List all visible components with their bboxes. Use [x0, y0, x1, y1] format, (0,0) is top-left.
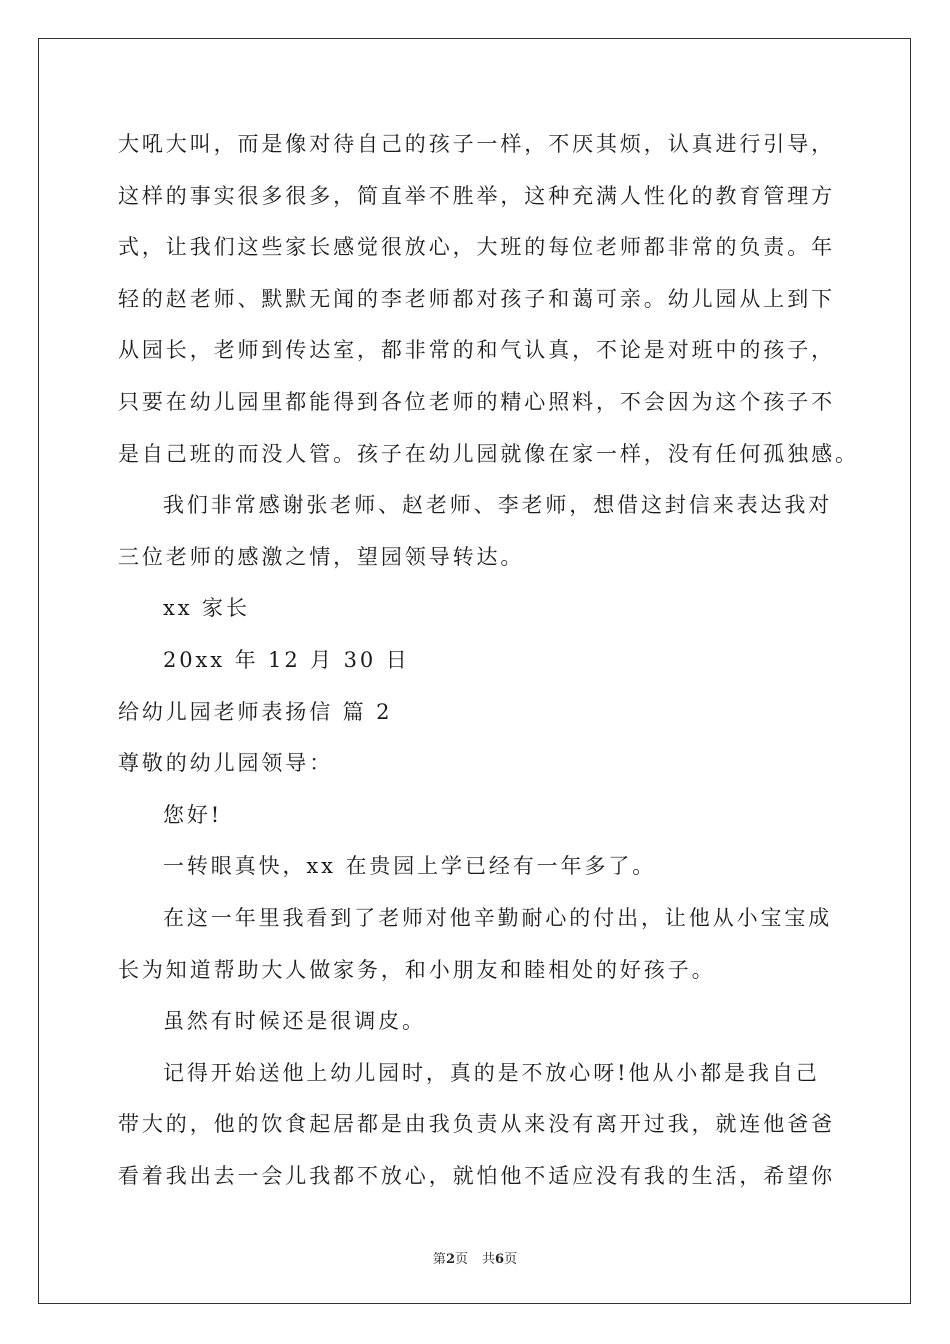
paragraph-line: 只要在幼儿园里都能得到各位老师的精心照料，不会因为这个孩子不: [118, 389, 835, 414]
paragraph-line: 在这一年里我看到了老师对他辛勤耐心的付出，让他从小宝宝成: [163, 905, 833, 930]
paragraph-line: 看着我出去一会儿我都不放心，就怕他不适应没有我的生活，希望你: [118, 1163, 835, 1188]
total-prefix: 共: [482, 1252, 496, 1267]
paragraph-line: 记得开始送他上幼儿园时，真的是不放心呀!他从小都是我自己: [163, 1060, 820, 1085]
paragraph-line: 式，让我们这些家长感觉很放心，大班的每位老师都非常的负责。年: [118, 235, 835, 260]
page-total: 6: [495, 1252, 505, 1267]
total-unit: 页: [504, 1252, 518, 1267]
paragraph-line: 这样的事实很多很多，简直举不胜举，这种充满人性化的教育管理方: [118, 183, 835, 208]
paragraph-line: 虽然有时候还是很调皮。: [163, 1009, 426, 1034]
section-title: 给幼儿园老师表扬信 篇 2: [118, 699, 393, 724]
page-prefix: 第: [432, 1252, 446, 1267]
document-body: [118, 119, 858, 1202]
paragraph-line: 是自己班的而没人管。孩子在幼儿园就像在家一样，没有任何孤独感。: [118, 441, 859, 466]
paragraph-line: 带大的，他的饮食起居都是由我负责从来没有离开过我，就连他爸爸: [118, 1112, 835, 1137]
date-line: 20xx 年 12 月 30 日: [163, 647, 410, 672]
paragraph-line: 一转眼真快，xx 在贵园上学已经有一年多了。: [163, 854, 657, 879]
signature: xx 家长: [163, 596, 250, 621]
paragraph-line: 三位老师的感激之情，望园领导转达。: [118, 544, 525, 569]
page-current: 2: [445, 1252, 455, 1267]
paragraph-line: 从园长，老师到传达室，都非常的和气认真，不论是对班中的孩子，: [118, 338, 835, 363]
page-footer: [0, 1248, 950, 1267]
paragraph-line: 长为知道帮助大人做家务，和小朋友和睦相处的好孩子。: [118, 957, 716, 982]
paragraph-line: 大吼大叫，而是像对待自己的孩子一样，不厌其烦，认真进行引导，: [118, 132, 835, 156]
salutation: 尊敬的幼儿园领导：: [118, 751, 334, 776]
paragraph-line: 轻的赵老师、默默无闻的李老师都对孩子和蔼可亲。幼儿园从上到下: [118, 286, 835, 311]
greeting: 您好!: [163, 802, 223, 827]
page-unit: 页: [454, 1252, 468, 1267]
paragraph-line: 我们非常感谢张老师、赵老师、李老师，想借这封信来表达我对: [163, 493, 833, 518]
